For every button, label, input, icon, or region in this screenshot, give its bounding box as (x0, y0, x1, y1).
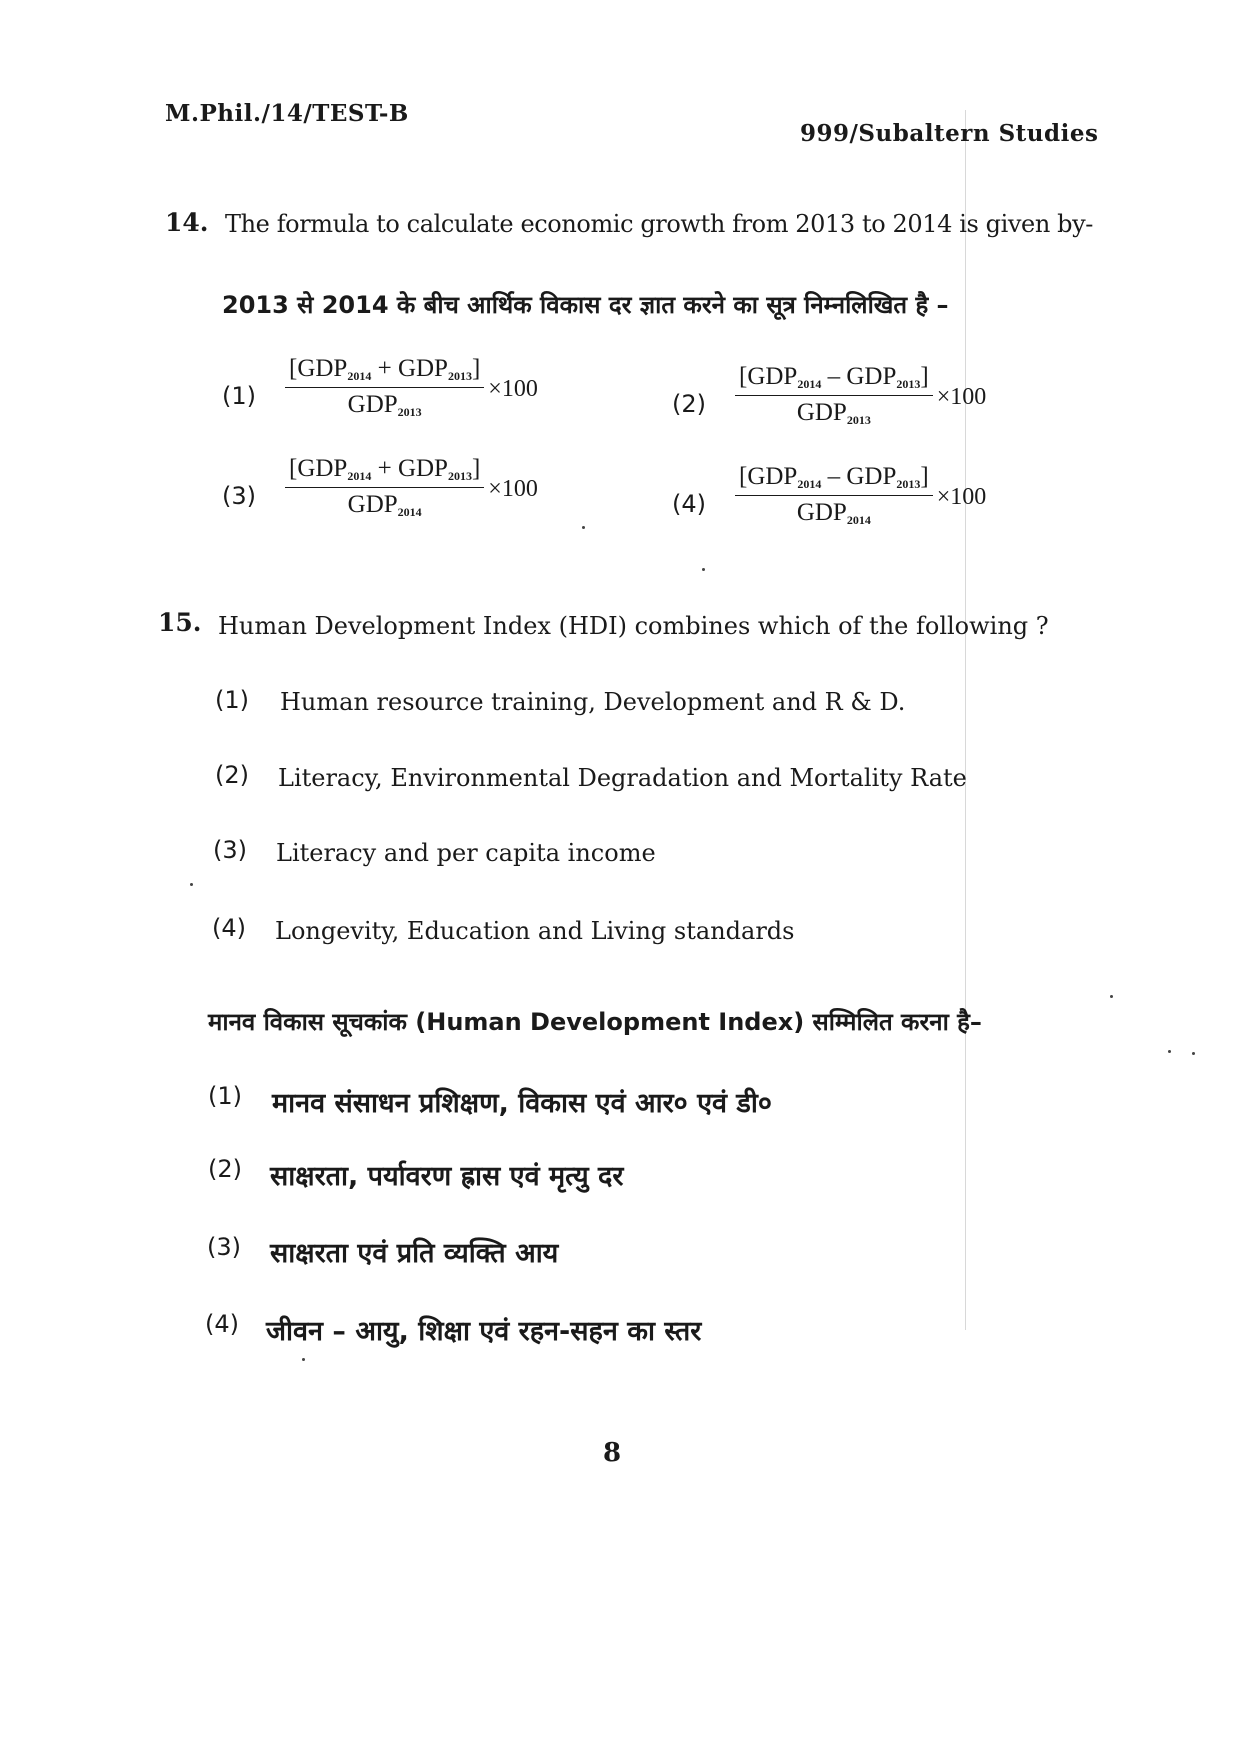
scan-speck (190, 883, 193, 886)
q15-option-2-number: (2) (215, 761, 249, 789)
formula-multiplier: ×100 (488, 376, 538, 402)
q14-text-hi: 2013 से 2014 के बीच आर्थिक विकास दर ज्ञात करने का सूत्र निम्नलिखित है – (222, 291, 949, 319)
q14-option-1-number: (1) (222, 382, 256, 410)
formula-denominator: $GDP_{2013}$ (347, 391, 422, 419)
q15-hi-option-3-number: (3) (207, 1233, 241, 1261)
q14-option-3-number: (3) (222, 482, 256, 510)
q15-hi-option-3-text: साक्षरता एवं प्रति व्यक्ति आय (270, 1238, 559, 1269)
page-number: 8 (603, 1438, 622, 1468)
q15-option-3-number: (3) (213, 836, 247, 864)
formula-multiplier: ×100 (488, 476, 538, 502)
q15-hi-option-2-number: (2) (208, 1155, 242, 1183)
q15-hi-option-4-number: (4) (205, 1310, 239, 1338)
formula-numerator: $[GDP_{2014} + GDP_{2013}]$ (285, 455, 484, 488)
q14-number: 14. (165, 208, 209, 237)
formula-denominator: $GDP_{2013}$ (796, 399, 871, 427)
q15-option-4-text: Longevity, Education and Living standards (275, 917, 795, 945)
scan-speck (302, 1358, 305, 1361)
q14-option-2-formula (735, 363, 986, 428)
q15-text-hi: मानव विकास सूचकांक (Human Development Index) सम्मिलित करना है– (208, 1008, 982, 1036)
scan-speck (702, 568, 705, 571)
q14-option-4-number: (4) (672, 490, 706, 518)
header-left: M.Phil./14/TEST-B (165, 100, 409, 127)
q15-number: 15. (158, 608, 202, 637)
q14-option-4-formula (735, 463, 986, 528)
q15-text-en: Human Development Index (HDI) combines which of the following ? (218, 612, 1049, 640)
formula-numerator: $[GDP_{2014} - GDP_{2013}]$ (735, 463, 933, 496)
q15-option-4-number: (4) (212, 914, 246, 942)
q14-option-1-formula (285, 355, 538, 420)
scan-speck (1168, 1050, 1171, 1053)
q15-hi-option-2-text: साक्षरता, पर्यावरण ह्रास एवं मृत्यु दर (270, 1161, 624, 1192)
scan-speck (582, 526, 585, 529)
q15-option-3-text: Literacy and per capita income (276, 839, 656, 867)
scan-speck (1110, 995, 1113, 998)
q15-option-2-text: Literacy, Environmental Degradation and Mortality Rate (278, 764, 967, 792)
q15-hi-option-4-text: जीवन – आयु, शिक्षा एवं रहन-सहन का स्तर (266, 1316, 702, 1347)
header-right: 999/Subaltern Studies (800, 120, 1099, 147)
q14-option-2-number: (2) (672, 390, 706, 418)
q14-text-en: The formula to calculate economic growth from 2013 to 2014 is given by- (225, 210, 1093, 238)
formula-denominator: $GDP_{2014}$ (347, 491, 422, 519)
scan-speck (1192, 1052, 1195, 1055)
q15-option-1-text: Human resource training, Development and R & D. (280, 688, 906, 716)
formula-numerator: $[GDP_{2014} + GDP_{2013}]$ (285, 355, 484, 388)
formula-multiplier: ×100 (936, 384, 987, 410)
scan-fold-line (965, 110, 966, 1330)
formula-numerator: $[GDP_{2014} - GDP_{2013}]$ (735, 363, 933, 396)
q15-hi-option-1-number: (1) (208, 1082, 242, 1110)
formula-multiplier: ×100 (936, 484, 987, 510)
q15-hi-option-1-text: मानव संसाधन प्रशिक्षण, विकास एवं आर० एवं डी० (272, 1088, 772, 1119)
formula-denominator: $GDP_{2014}$ (796, 499, 871, 527)
q15-option-1-number: (1) (215, 686, 249, 714)
q14-option-3-formula (285, 455, 538, 520)
